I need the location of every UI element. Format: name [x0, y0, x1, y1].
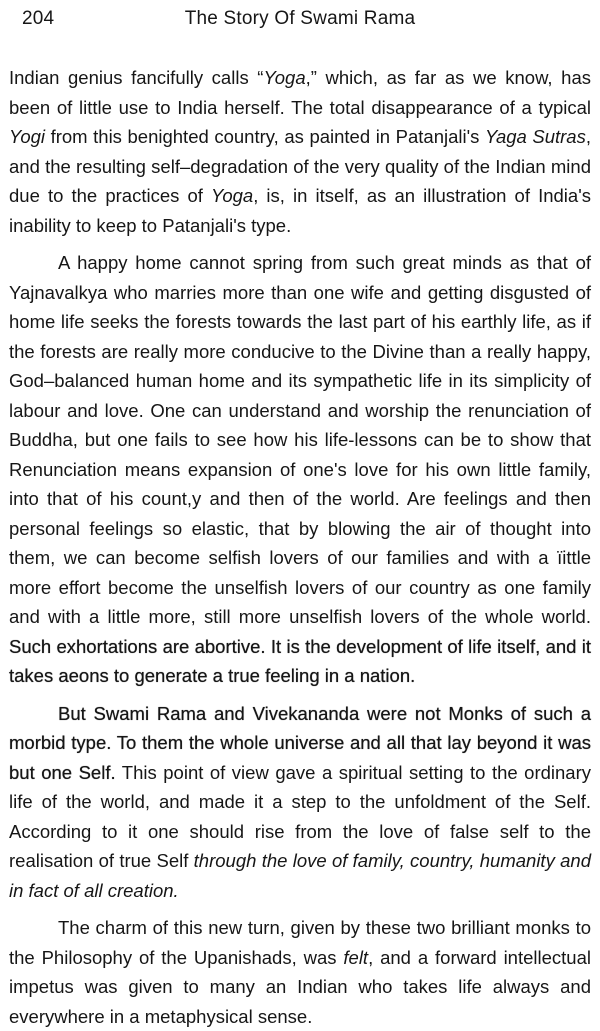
text-run: A happy home cannot spring from such great minds as that of Yajnavalkya who marries more than one wife and getting disgusted of home life seeks the forests towards the last part of his earthly life, as if the forests are really more conducive to the Divine than a really happy, God–balanced human home and its sympathetic life in its simplicity of labour and love. One can understand and worship the renunciation of Buddha, but one fails to see how his life-lessons can be to show that Renunciation means expansion of one's love for his own little family, into that of his count,y and then of the world. Are feelings and then personal feelings so elastic, that by blowing the air of thought into them, we can become selfish lovers of our families and with a ïittle more effort become the unselfish lovers of our country as one family and with a little more, still more unselfish lovers of the whole world.	[9, 252, 591, 627]
text-run: , and the resulting self–degradation of the very quality of the Indian mind due to the practices of	[9, 126, 591, 206]
text-run: But Swami Rama and Vivekananda were not Monks of such a morbid type. To them the whole universe and all that lay beyond it was but one Self.	[9, 702, 591, 783]
text-run: ,” which, as far as we know, has been of little use to India herself. The total disappearance of a typical	[9, 67, 591, 118]
text-run: This point of view gave a spiritual setting to the ordinary life of the world, and made it a step to the unfoldment of the Self. According to it one should rise from the love of false self to the realisation of true Self	[9, 761, 592, 871]
text-run: from this benighted country, as painted in Patanjali's	[45, 126, 485, 147]
paragraph-4	[9, 913, 591, 1031]
text-run: The charm of this new turn, given by these two brilliant monks to the Philosophy of the Upanishads, was	[9, 917, 591, 968]
paragraph-2	[9, 248, 591, 691]
text-run: Indian genius fancifully calls “	[9, 67, 264, 88]
text-run: , and a forward intellectual impetus was given to many an Indian who takes life always and everywhere in a metaphysical sense.	[9, 946, 591, 1027]
italic-text-run: through the love of family, country, humanity and in fact of all creation.	[9, 850, 591, 901]
text-run: , is, in itself, as an illustration of India's inability to keep to Patanjali's type.	[9, 185, 591, 236]
text-run: Such exhortations are abortive. It is the development of life itself, and it takes aeons to generate a true feeling in a nation.	[9, 635, 591, 686]
page-body	[9, 63, 591, 1031]
italic-text-run: Yoga	[211, 185, 254, 206]
running-title: The Story Of Swami Rama	[184, 8, 416, 29]
paragraph-1	[9, 63, 591, 240]
paragraph-3	[9, 699, 591, 906]
italic-text-run: felt	[343, 946, 369, 968]
page-header	[9, 8, 591, 32]
italic-text-run: Yogi	[9, 126, 46, 147]
italic-text-run: Yaga Sutras	[484, 126, 586, 147]
italic-text-run: Yoga	[263, 67, 306, 88]
page-number: 204	[22, 8, 55, 29]
